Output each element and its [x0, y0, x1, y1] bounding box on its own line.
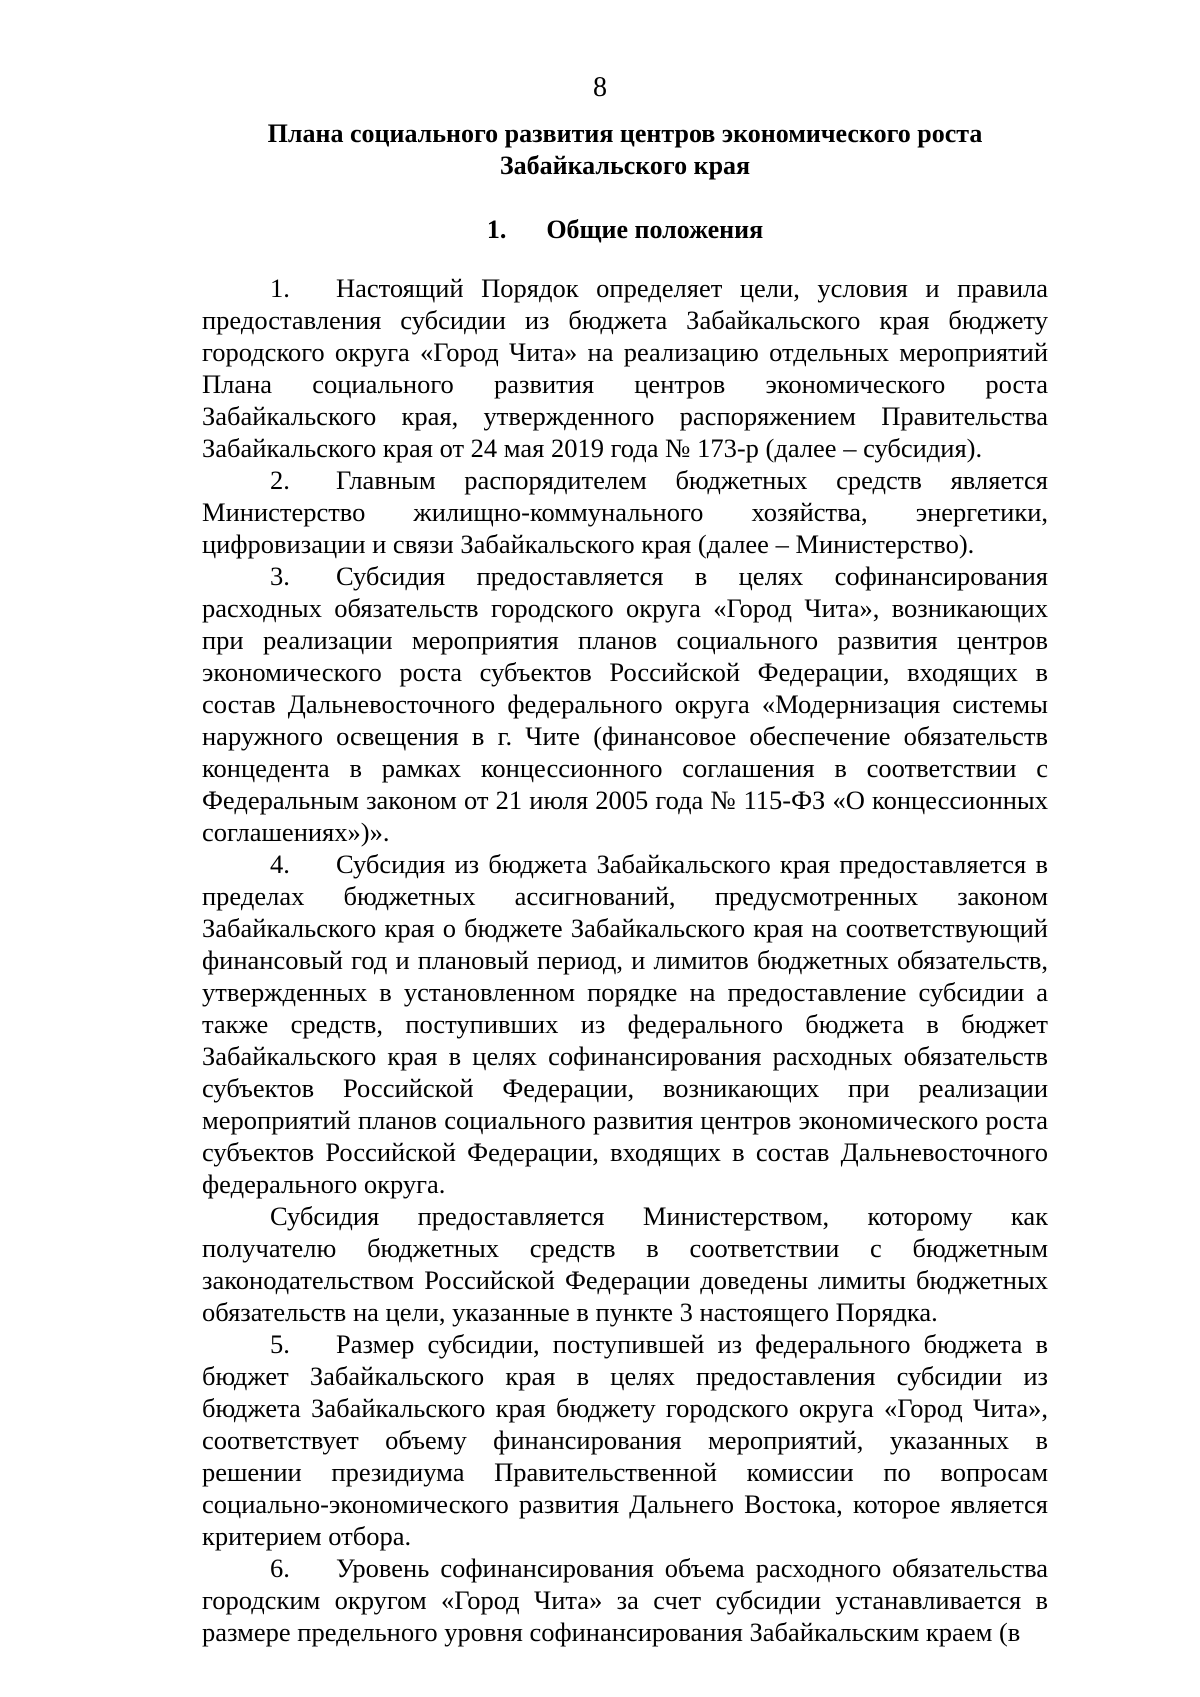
section-number: 1. [486, 215, 507, 244]
paragraph-number: 4. [270, 849, 290, 879]
title-line-1: Плана социального развития центров экономического роста [267, 119, 983, 148]
paragraph-number: 5. [270, 1329, 290, 1359]
section-heading [200, 214, 1050, 246]
paragraph-text: Субсидия предоставляется в целях софинансирования расходных обязательств городского округа «Город Чита», возникающих при реализации мероприятия планов социального развития центров экономического роста субъектов Российской Федерации, входящих в состав Дальневосточного федерального округа «Модернизация системы наружного освещения в г. Чите (финансовое обеспечение обязательств концедента в рамках концессионного соглашения в соответствии с Федеральным законом от 21 июля 2005 года № 115-ФЗ «О концессионных соглашениях»)». [202, 561, 1048, 847]
paragraph-number: 2. [270, 465, 290, 495]
paragraph-text: Настоящий Порядок определяет цели, условия и правила предоставления субсидии из бюджета Забайкальского края бюджету городского округа «Город Чита» на реализацию отдельных мероприятий Плана социального развития центров экономического роста Забайкальского края, утвержденного распоряжением Правительства Забайкальского края от 24 мая 2019 года № 173-р (далее – субсидия). [202, 273, 1048, 463]
paragraph-text: Главным распорядителем бюджетных средств является Министерство жилищно-коммунального хозяйства, энергетики, цифровизации и связи Забайкальского края (далее – Министерство). [202, 465, 1048, 559]
paragraph-text: Размер субсидии, поступившей из федерального бюджета в бюджет Забайкальского края в целях предоставления субсидии из бюджета Забайкальского края бюджету городского округа «Город Чита», соответствует объему финансирования мероприятий, указанных в решении президиума Правительственной комиссии по вопросам социально-экономического развития Дальнего Востока, которое является критерием отбора. [202, 1329, 1048, 1551]
document-body [202, 272, 1048, 1648]
paragraph-3 [202, 560, 1048, 848]
section-title: Общие положения [546, 215, 764, 244]
title-line-2: Забайкальского края [499, 151, 751, 180]
paragraph-1 [202, 272, 1048, 464]
paragraph-4-continued: Субсидия предоставляется Министерством, которому как получателю бюджетных средств в соответствии с бюджетным законодательством Российской Федерации доведены лимиты бюджетных обязательств на цели, указанные в пункте 3 настоящего Порядка. [202, 1201, 1048, 1327]
paragraph-6 [202, 1552, 1048, 1648]
paragraph-number: 3. [270, 561, 290, 591]
paragraph-number: 6. [270, 1553, 290, 1583]
paragraph-text: Уровень софинансирования объема расходного обязательства городским округом «Город Чита» за счет субсидии устанавливается в размере предельного уровня софинансирования Забайкальским краем (в [202, 1553, 1048, 1647]
page-number: 8 [593, 72, 607, 103]
paragraph-text: Субсидия из бюджета Забайкальского края предоставляется в пределах бюджетных ассигнований, предусмотренных законом Забайкальского края о бюджете Забайкальского края на соответствующий финансовый год и плановый период, и лимитов бюджетных обязательств, утвержденных в установленном порядке на предоставление субсидии а также средств, поступивших из федерального бюджета в бюджет Забайкальского края в целях софинансирования расходных обязательств субъектов Российской Федерации, возникающих при реализации мероприятий планов социального развития центров экономического роста субъектов Российской Федерации, входящих в состав Дальневосточного федерального округа. [202, 849, 1048, 1199]
paragraph-5 [202, 1328, 1048, 1552]
paragraph-number: 1. [270, 273, 290, 303]
paragraph-4 [202, 848, 1048, 1200]
paragraph-2 [202, 464, 1048, 560]
document-title [200, 118, 1050, 182]
